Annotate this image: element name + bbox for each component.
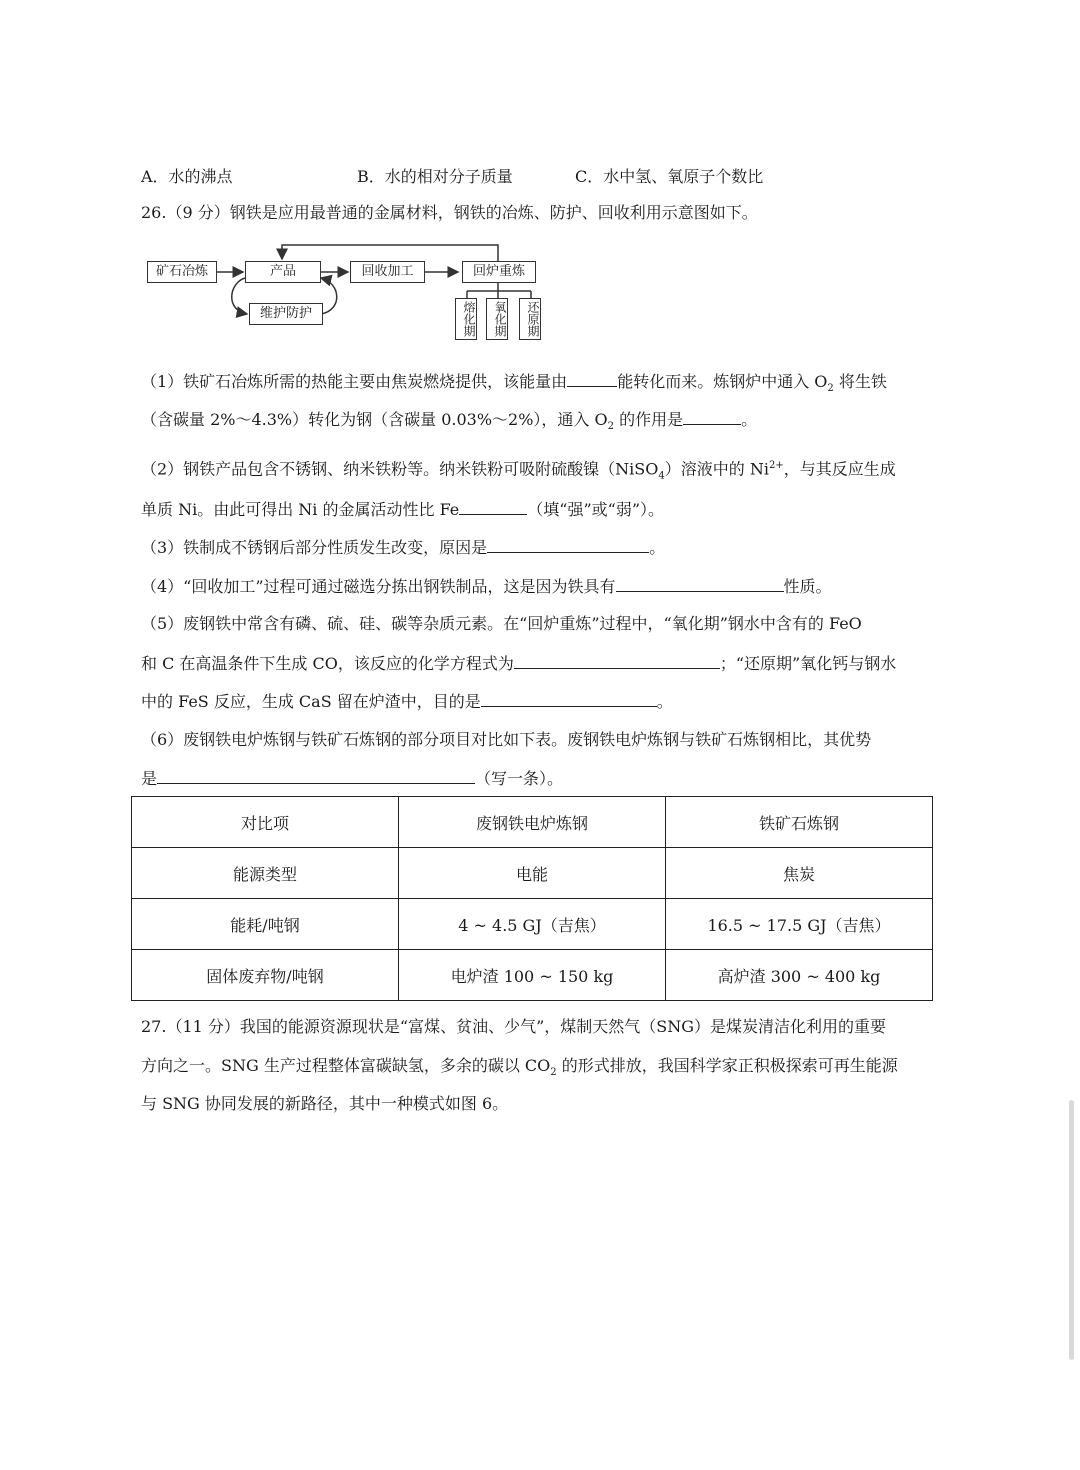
table-cell: 能源类型: [132, 848, 399, 899]
table-row: [132, 950, 933, 1001]
box-reduction-phase: 还原期: [519, 298, 541, 340]
box-ore-smelting: 矿石冶炼: [147, 261, 217, 283]
box-maintenance: 维护防护: [249, 303, 323, 325]
q26-part5-line3: 中的 FeS 反应，生成 CaS 留在炉渣中，目的是 。: [141, 692, 673, 711]
q26-part6-line2: 是 （写一条）。: [141, 769, 564, 788]
q26-part2-line1: （2）钢铁产品包含不锈钢、纳米铁粉等。纳米铁粉可吸附硫酸镍（NiSO$_4$）溶液中的 $Ni^{2+}$，与其反应生成: [141, 459, 896, 482]
option-a: A．水的沸点: [141, 167, 233, 186]
table-cell: 4 ~ 4.5 GJ（吉焦）: [399, 899, 666, 950]
table-row: [132, 797, 933, 848]
box-remelt: 回炉重炼: [462, 261, 536, 283]
q26-header: 26.（9 分）钢铁是应用最普通的金属材料，钢铁的冶炼、防护、回收利用示意图如下。: [141, 203, 758, 222]
table-cell: 电炉渣 100 ~ 150 kg: [399, 950, 666, 1001]
q27-line1: 27.（11 分）我国的能源资源现状是“富煤、贫油、少气”，煤制天然气（SNG）是煤炭清洁化利用的重要: [141, 1017, 886, 1036]
box-product: 产品: [245, 261, 321, 283]
table-cell: 固体废弃物/吨钢: [132, 950, 399, 1001]
comparison-table: [131, 796, 933, 1001]
q26-part5-line1: （5）废钢铁中常含有磷、硫、硅、碳等杂质元素。在“回炉重炼”过程中，“氧化期”钢水中含有的 FeO: [141, 614, 862, 633]
box-melting-phase: 熔化期: [455, 298, 477, 340]
table-cell: 焦炭: [666, 848, 933, 899]
scrollbar[interactable]: [1069, 1100, 1074, 1360]
q27-line2: 方向之一。SNG 生产过程整体富碳缺氢，多余的碳以 $CO_2$ 的形式排放，我国科学家正积极探索可再生能源: [141, 1056, 898, 1079]
box-oxidation-phase: 氧化期: [486, 298, 508, 340]
box-recycle: 回收加工: [350, 261, 425, 283]
table-cell: 高炉渣 300 ~ 400 kg: [666, 950, 933, 1001]
table-cell: 能耗/吨钢: [132, 899, 399, 950]
q26-part6-line1: （6）废钢铁电炉炼钢与铁矿石炼钢的部分项目对比如下表。废钢铁电炉炼钢与铁矿石炼钢相比，其优势: [141, 730, 872, 749]
table-cell: 16.5 ~ 17.5 GJ（吉焦）: [666, 899, 933, 950]
table-header-cell: 对比项: [132, 797, 399, 848]
table-row: [132, 899, 933, 950]
q26-part1-line1: （1）铁矿石冶炼所需的热能主要由焦炭燃烧提供，该能量由 能转化而来。炼钢炉中通入 $O_2$ 将生铁: [141, 372, 887, 395]
q26-part1-line2: （含碳量 2%～4.3%）转化为钢（含碳量 0.03%～2%），通入 $O_2$ 的作用是 。: [141, 410, 758, 433]
q26-part4: （4）“回收加工”过程可通过磁选分拣出钢铁制品，这是因为铁具有 性质。: [141, 577, 832, 596]
table-header-cell: 废钢铁电炉炼钢: [399, 797, 666, 848]
table-cell: 电能: [399, 848, 666, 899]
q26-part5-line2: 和 C 在高温条件下生成 CO，该反应的化学方程式为 ；“还原期”氧化钙与钢水: [141, 654, 897, 673]
steel-flow-diagram: [141, 238, 561, 353]
table-header-cell: 铁矿石炼钢: [666, 797, 933, 848]
table-row: [132, 848, 933, 899]
q27-line3: 与 SNG 协同发展的新路径，其中一种模式如图 6。: [141, 1094, 509, 1113]
option-b: B．水的相对分子质量: [357, 167, 513, 186]
q26-part2-line2: 单质 Ni。由此可得出 Ni 的金属活动性比 Fe （填“强”或“弱”）。: [141, 500, 665, 519]
q26-part3: （3）铁制成不锈钢后部分性质发生改变，原因是 。: [141, 538, 666, 557]
option-c: C．水中氢、氧原子个数比: [575, 167, 764, 186]
